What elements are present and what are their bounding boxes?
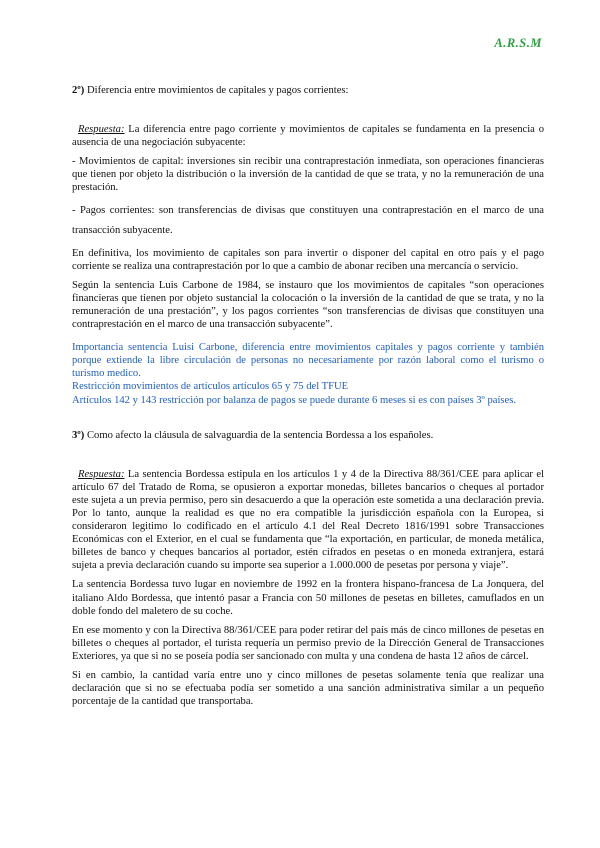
document-body bbox=[72, 84, 544, 714]
note-articulos-142-143: Artículos 142 y 143 restricción por balanza de pagos se puede durante 6 meses si es con países 3º países. bbox=[72, 394, 516, 406]
paragraph-movimientos-capital: - Movimientos de capital: inversiones sin recibir una contraprestación inmediata, son operaciones financieras que tienen por objeto la distribución o la inversión de la cantidad de que se trata, y no la remuneración de una prestación. bbox=[72, 156, 544, 194]
question-3-number: 3º) bbox=[72, 429, 85, 441]
answer-intro-text: La diferencia entre pago corriente y movimientos de capitales se fundamenta en la presencia o ausencia de una negociación subyacente: bbox=[72, 124, 544, 149]
question-2-title: Diferencia entre movimientos de capitales y pagos corrientes: bbox=[86, 85, 349, 96]
paragraph-declaracion-cantidad: Si en cambio, la cantidad varía entre uno y cinco millones de pesetas solamente tenía que realizar una declaración que si no se efectuaba podía ser sometido a una sanción administrativa similar a un pequeño porcentaje de la cantidad que transportaba. bbox=[72, 670, 544, 708]
question-2-answer-intro bbox=[72, 123, 544, 149]
paragraph-en-definitiva: En definitiva, los movimiento de capitales son para invertir o disponer del capital en otro país y el pago corriente se realiza una contraprestación por lo que a cambio de abonar reciben una mercancía o servicio. bbox=[72, 247, 544, 272]
note-importancia-carbone: Importancia sentencia Luisi Carbone, diferencia entre movimientos capitales y pagos corriente y también porque extiende la libre circulación de personas no necesariamente por razón laboral como el turismo o turismo medico. bbox=[72, 342, 544, 380]
answer-bordessa-text: La sentencia Bordessa estipula en los artículos 1 y 4 de la Directiva 88/361/CEE para aplicar el artículo 67 del Tratado de Roma, se opusieron a exportar monedas, billetes bancarios o cheques al portador este sujeta a un previa permiso, pero sin desacuerdo a que la operación este sometida a una declaración previa. Por lo tanto, aunque la realidad es que no era compatible la jurisdicción española con la Europea, si consideraron legitimo lo codificado en el artículo 4.1 del Real Decreto 1816/1991 sobre Transacciones Económicas con el Exterior, en el cual se fundamenta que “la exportación, en particular, de moneda metálica, billetes de banco y cheques bancarios al portador, estén cifrados en pesetas o en moneda extranjera, estará sujeta a previa declaración cuando su importe sea superior a 1.000.000 de pesetas por persona y viaje”. bbox=[72, 468, 544, 572]
answer-label: Respuesta: bbox=[78, 468, 125, 480]
answer-label: Respuesta: bbox=[78, 124, 125, 136]
question-3-title: Como afecto la cláusula de salvaguardia de la sentencia Bordessa a los españoles. bbox=[86, 429, 434, 441]
author-initials: A.R.S.M bbox=[494, 36, 542, 50]
question-3-answer bbox=[72, 468, 544, 573]
question-2-heading bbox=[72, 84, 544, 97]
question-2-number: 2º) bbox=[72, 85, 85, 96]
paragraph-bordessa-hechos: La sentencia Bordessa tuvo lugar en noviembre de 1992 en la frontera hispano-francesa de La Jonquera, del italiano Aldo Bordessa, que intentó pasar a Francia con 50 millones de pesetas en billetes, camuflados en un doble fondo del maletero de su coche. bbox=[72, 579, 544, 617]
note-restriccion-tfue: Restricción movimientos de artículos artículos 65 y 75 del TFUE bbox=[72, 381, 349, 393]
notes-block bbox=[72, 341, 544, 406]
paragraph-sentencia-carbone: Según la sentencia Luis Carbone de 1984, se instauro que los movimientos de capitales “son operaciones financieras que tienen por objeto sustancial la colocación o la inversión de la cantidad de que se trata, y no la remuneración de una prestación”, y los pagos corrientes “son transferencias de divisas que constituyen una contraprestación en el marco de una transacción subyacente”. bbox=[72, 279, 544, 331]
paragraph-pagos-corrientes: - Pagos corrientes: son transferencias de divisas que constituyen una contraprestación en el marco de una transacción subyacente. bbox=[72, 204, 544, 236]
paragraph-directiva-permiso: En ese momento y con la Directiva 88/361/CEE para poder retirar del país más de cinco millones de pesetas en billetes o cheques al portador, el turista requería un permiso previo de la Dirección General de Transacciones Exteriores, ya que si no se poseía podía ser sancionado con multa y una condena de hasta 12 años de cárcel. bbox=[72, 624, 544, 662]
question-3-heading bbox=[72, 429, 544, 442]
